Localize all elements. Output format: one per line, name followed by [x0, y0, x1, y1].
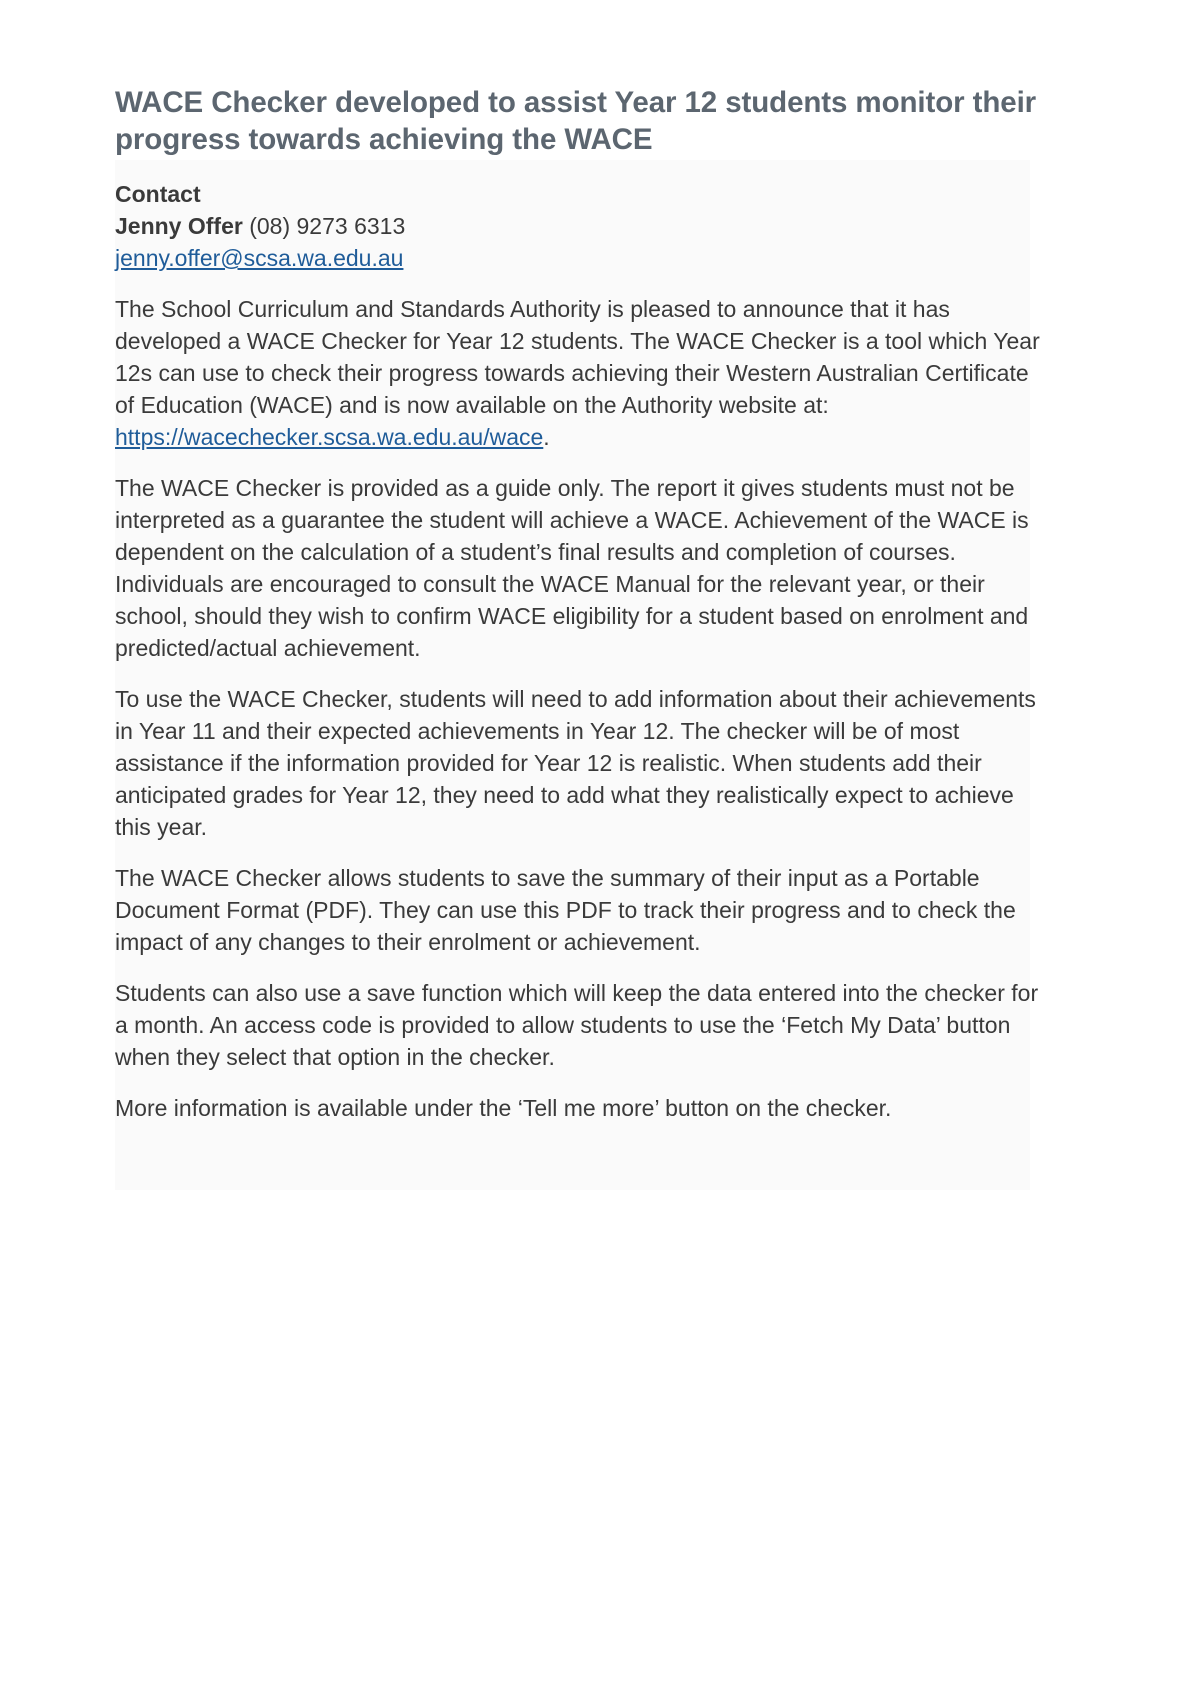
paragraph-save-function: Students can also use a save function which will keep the data entered into the checker for a month. An access code is provided to allow students to use the ‘Fetch My Data’ button when they select that option in the checker. — [115, 980, 1039, 1070]
wace-checker-link[interactable]: https://wacechecker.scsa.wa.edu.au/wace — [115, 424, 544, 450]
paragraph-how-to-use: To use the WACE Checker, students will need to add information about their achievements in Year 11 and their expected achievements in Year 12. The checker will be of most assistance if the information provided for Year 12 is realistic. When students add their anticipated grades for Year 12, they need to add what they realistically expect to achieve this year. — [115, 686, 1036, 840]
paragraph-guide-only: The WACE Checker is provided as a guide only. The report it gives students must not be interpreted as a guarantee the student will achieve a WACE. Achievement of the WACE is dependent on the calculation of a student’s final results and completion of courses. Individuals are encouraged to consult the WACE Manual for the relevant year, or their school, should they wish to confirm WACE eligibility for a student based on enrolment and predicted/actual achievement. — [115, 475, 1029, 661]
article-title: WACE Checker developed to assist Year 12 students monitor their progress towards achieving the WACE — [115, 86, 1037, 156]
contact-heading: Contact — [115, 181, 201, 207]
paragraph-pdf-summary: The WACE Checker allows students to save the summary of their input as a Portable Document Format (PDF). They can use this PDF to track their progress and to check the impact of any changes to their enrolment or achievement. — [115, 865, 1016, 955]
contact-block — [115, 178, 1045, 274]
article-column — [115, 84, 1045, 1143]
paragraph-intro — [115, 293, 1045, 453]
contact-phone: (08) 9273 6313 — [242, 213, 406, 239]
contact-name: Jenny Offer — [115, 213, 243, 239]
paragraph-intro-end: . — [543, 424, 550, 450]
paragraph-intro-text: The School Curriculum and Standards Authority is pleased to announce that it has developed a WACE Checker for Year 12 students. The WACE Checker is a tool which Year 12s can use to check their progress towards achieving their Western Australian Certificate of Education (WACE) and is now available on the Authority website at: — [115, 296, 1040, 418]
contact-email-link[interactable]: jenny.offer@scsa.wa.edu.au — [115, 245, 404, 271]
paragraph-more-info: More information is available under the ‘Tell me more’ button on the checker. — [115, 1095, 892, 1121]
